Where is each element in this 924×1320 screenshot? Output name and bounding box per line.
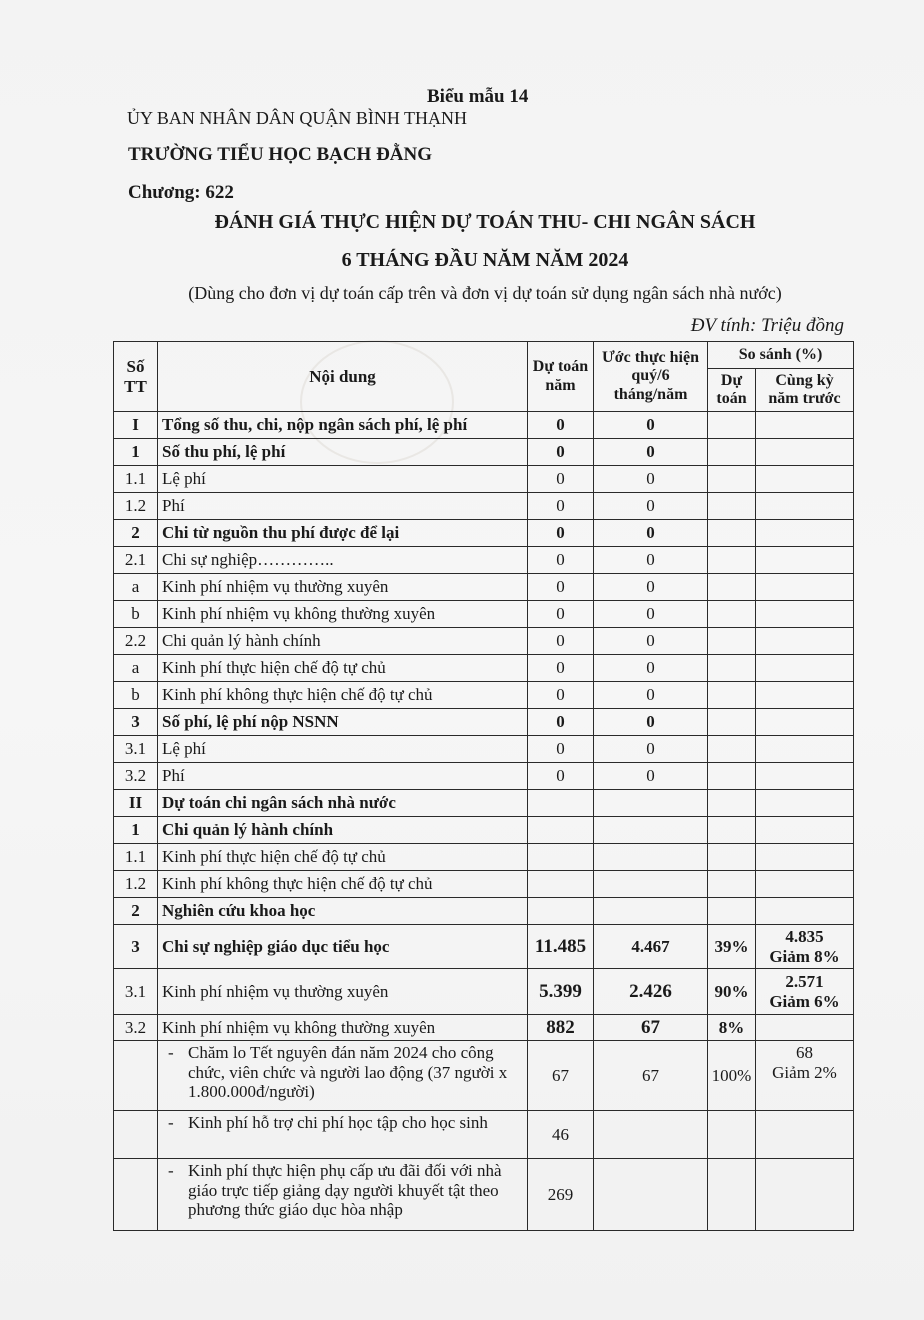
table-row: [114, 547, 854, 574]
row-pct-estimate: 90%: [708, 969, 756, 1015]
row-forecast: [594, 844, 708, 871]
row-estimate: 882: [528, 1015, 594, 1041]
row-stt: [114, 1111, 158, 1159]
row-forecast: 2.426: [594, 969, 708, 1015]
row-estimate: 0: [528, 520, 594, 547]
header-compare-estimate: Dự toán: [708, 369, 756, 412]
row-stt: 3.1: [114, 969, 158, 1015]
table-row: [114, 709, 854, 736]
table-row: [114, 574, 854, 601]
row-forecast: 0: [594, 520, 708, 547]
table-row: [114, 655, 854, 682]
row-pct-estimate: [708, 871, 756, 898]
row-pct-estimate: [708, 1111, 756, 1159]
row-pct-estimate: [708, 1159, 756, 1231]
row-prev-year: [756, 1015, 854, 1041]
row-pct-estimate: [708, 709, 756, 736]
row-content: Tổng số thu, chi, nộp ngân sách phí, lệ phí: [158, 412, 528, 439]
prev-year-change: Giảm 8%: [769, 946, 840, 966]
table-row: [114, 817, 854, 844]
header-compare-prev-year: Cùng kỳ năm trước: [756, 369, 854, 412]
table-row: [114, 682, 854, 709]
row-pct-estimate: [708, 439, 756, 466]
row-pct-estimate: [708, 763, 756, 790]
row-forecast: [594, 871, 708, 898]
table-row: [114, 466, 854, 493]
prev-year-value: 2.571: [785, 971, 824, 991]
bullet-dash: -: [168, 1043, 174, 1062]
row-forecast: 0: [594, 763, 708, 790]
row-content: Nghiên cứu khoa học: [158, 898, 528, 925]
row-pct-estimate: [708, 844, 756, 871]
row-prev-year: [756, 628, 854, 655]
row-content: Chi quản lý hành chính: [158, 628, 528, 655]
row-pct-estimate: [708, 520, 756, 547]
row-prev-year: [756, 844, 854, 871]
row-pct-estimate: [708, 574, 756, 601]
committee-name: ỦY BAN NHÂN DÂN QUẬN BÌNH THẠNH: [127, 108, 467, 128]
bullet-dash: -: [168, 1113, 174, 1132]
prev-year-value: 4.835: [785, 926, 824, 946]
row-prev-year: [756, 763, 854, 790]
row-stt: 3.2: [114, 763, 158, 790]
table-row: [114, 925, 854, 969]
row-content: Lệ phí: [158, 736, 528, 763]
row-content: Chi sự nghiệp giáo dục tiểu học: [158, 925, 528, 969]
row-stt: 1.2: [114, 493, 158, 520]
row-estimate: 46: [528, 1111, 594, 1159]
row-content: Lệ phí: [158, 466, 528, 493]
row-content: [158, 1111, 528, 1159]
row-content: Chi sự nghiệp…………..: [158, 547, 528, 574]
header-compare: So sánh (%): [708, 342, 854, 369]
row-forecast: 0: [594, 736, 708, 763]
table-row: [114, 969, 854, 1015]
row-forecast: 67: [594, 1041, 708, 1111]
row-prev-year: [756, 817, 854, 844]
row-stt: 1.1: [114, 466, 158, 493]
document-title-line-2: 6 THÁNG ĐẦU NĂM NĂM 2024: [341, 249, 629, 271]
row-content: Kinh phí không thực hiện chế độ tự chủ: [158, 871, 528, 898]
row-pct-estimate: 100%: [708, 1041, 756, 1111]
row-estimate: 0: [528, 736, 594, 763]
row-forecast: 4.467: [594, 925, 708, 969]
table-row: [114, 493, 854, 520]
row-content: Kinh phí không thực hiện chế độ tự chủ: [158, 682, 528, 709]
row-content: Kinh phí thực hiện chế độ tự chủ: [158, 844, 528, 871]
row-prev-year: [756, 790, 854, 817]
form-number: Biểu mẫu 14: [427, 86, 529, 107]
row-stt: 3: [114, 709, 158, 736]
row-forecast: 0: [594, 412, 708, 439]
row-forecast: 0: [594, 439, 708, 466]
row-content: Kinh phí nhiệm vụ không thường xuyên: [158, 601, 528, 628]
row-pct-estimate: [708, 736, 756, 763]
row-pct-estimate: [708, 601, 756, 628]
row-stt: 3: [114, 925, 158, 969]
row-forecast: 0: [594, 466, 708, 493]
budget-table: [113, 341, 854, 1231]
row-stt: b: [114, 601, 158, 628]
row-prev-year: [756, 466, 854, 493]
row-pct-estimate: [708, 547, 756, 574]
row-estimate: 269: [528, 1159, 594, 1231]
row-prev-year: [756, 871, 854, 898]
row-prev-year: [756, 898, 854, 925]
row-estimate: 0: [528, 412, 594, 439]
row-pct-estimate: [708, 466, 756, 493]
row-stt: 3.2: [114, 1015, 158, 1041]
row-pct-estimate: [708, 790, 756, 817]
row-forecast: 0: [594, 493, 708, 520]
row-forecast: [594, 817, 708, 844]
document-subtitle: (Dùng cho đơn vị dự toán cấp trên và đơn vị dự toán sử dụng ngân sách nhà nước): [188, 283, 782, 303]
row-estimate: 5.399: [528, 969, 594, 1015]
row-prev-year: [756, 547, 854, 574]
row-forecast: 0: [594, 628, 708, 655]
table-row: [114, 1041, 854, 1111]
row-prev-year: [756, 709, 854, 736]
row-content: Số phí, lệ phí nộp NSNN: [158, 709, 528, 736]
header-estimate: Dự toán năm: [528, 342, 594, 412]
row-pct-estimate: [708, 655, 756, 682]
row-prev-year: [756, 520, 854, 547]
table-row: [114, 1111, 854, 1159]
row-estimate: [528, 871, 594, 898]
table-row: [114, 1015, 854, 1041]
table-row: [114, 871, 854, 898]
row-forecast: [594, 790, 708, 817]
row-pct-estimate: [708, 412, 756, 439]
row-stt: [114, 1041, 158, 1111]
row-content: Dự toán chi ngân sách nhà nước: [158, 790, 528, 817]
row-stt: a: [114, 574, 158, 601]
row-content: Kinh phí nhiệm vụ không thường xuyên: [158, 1015, 528, 1041]
table-row: [114, 520, 854, 547]
row-stt: II: [114, 790, 158, 817]
school-name: TRƯỜNG TIỂU HỌC BẠCH ĐẰNG: [128, 144, 433, 165]
row-estimate: 11.485: [528, 925, 594, 969]
row-prev-year: [756, 736, 854, 763]
row-stt: 2: [114, 520, 158, 547]
row-stt: 2.1: [114, 547, 158, 574]
document-title-line-1: ĐÁNH GIÁ THỰC HIỆN DỰ TOÁN THU- CHI NGÂN SÁCH: [214, 211, 756, 233]
row-estimate: [528, 817, 594, 844]
row-forecast: 67: [594, 1015, 708, 1041]
row-pct-estimate: [708, 898, 756, 925]
row-forecast: 0: [594, 574, 708, 601]
row-prev-year: [756, 1041, 854, 1111]
row-estimate: 0: [528, 655, 594, 682]
table-row: [114, 628, 854, 655]
row-prev-year: [756, 969, 854, 1015]
row-prev-year: [756, 601, 854, 628]
row-prev-year: [756, 925, 854, 969]
table-row: [114, 439, 854, 466]
row-prev-year: [756, 412, 854, 439]
row-stt: 3.1: [114, 736, 158, 763]
row-pct-estimate: [708, 817, 756, 844]
row-pct-estimate: 39%: [708, 925, 756, 969]
row-prev-year: [756, 1159, 854, 1231]
row-content: Kinh phí thực hiện chế độ tự chủ: [158, 655, 528, 682]
table-row: [114, 790, 854, 817]
row-stt: a: [114, 655, 158, 682]
row-estimate: 0: [528, 601, 594, 628]
row-estimate: [528, 844, 594, 871]
row-pct-estimate: [708, 682, 756, 709]
row-prev-year: [756, 682, 854, 709]
row-stt: b: [114, 682, 158, 709]
row-forecast: 0: [594, 682, 708, 709]
row-estimate: 0: [528, 547, 594, 574]
row-content: [158, 1041, 528, 1111]
row-forecast: [594, 1159, 708, 1231]
row-stt: I: [114, 412, 158, 439]
row-content-text: Kinh phí hỗ trợ chi phí học tập cho học sinh: [188, 1113, 488, 1132]
row-content: Phí: [158, 763, 528, 790]
row-estimate: 0: [528, 439, 594, 466]
row-forecast: 0: [594, 547, 708, 574]
header-content: Nội dung: [158, 342, 528, 412]
chapter-code: Chương: 622: [128, 182, 234, 203]
row-estimate: 0: [528, 493, 594, 520]
row-forecast: [594, 1111, 708, 1159]
row-pct-estimate: [708, 628, 756, 655]
table-row: [114, 1159, 854, 1231]
unit-label: ĐV tính: Triệu đồng: [690, 315, 844, 336]
table-row: [114, 898, 854, 925]
row-content: Chi quản lý hành chính: [158, 817, 528, 844]
row-stt: [114, 1159, 158, 1231]
row-content-text: Chăm lo Tết nguyên đán năm 2024 cho công chức, viên chức và người lao động (37 người x 1.800.000đ/người): [188, 1043, 508, 1102]
row-forecast: [594, 898, 708, 925]
row-estimate: 0: [528, 709, 594, 736]
header-stt: Số TT: [114, 342, 158, 412]
table-row: [114, 412, 854, 439]
row-content: [158, 1159, 528, 1231]
row-stt: 1.1: [114, 844, 158, 871]
row-pct-estimate: [708, 493, 756, 520]
row-estimate: 0: [528, 574, 594, 601]
row-content: Kinh phí nhiệm vụ thường xuyên: [158, 574, 528, 601]
row-estimate: 67: [528, 1041, 594, 1111]
table-row: [114, 736, 854, 763]
row-estimate: 0: [528, 763, 594, 790]
row-forecast: 0: [594, 709, 708, 736]
table-row: [114, 844, 854, 871]
row-prev-year: [756, 1111, 854, 1159]
prev-year-value: 68: [796, 1043, 813, 1062]
row-stt: 2: [114, 898, 158, 925]
row-prev-year: [756, 493, 854, 520]
table-body: [114, 412, 854, 1231]
row-prev-year: [756, 574, 854, 601]
header-forecast: Ước thực hiện quý/6 tháng/năm: [594, 342, 708, 412]
row-forecast: 0: [594, 601, 708, 628]
row-pct-estimate: 8%: [708, 1015, 756, 1041]
row-estimate: 0: [528, 628, 594, 655]
row-prev-year: [756, 439, 854, 466]
row-stt: 1.2: [114, 871, 158, 898]
row-estimate: 0: [528, 466, 594, 493]
row-estimate: [528, 790, 594, 817]
table-row: [114, 763, 854, 790]
bullet-dash: -: [168, 1161, 174, 1180]
row-content: Chi từ nguồn thu phí được để lại: [158, 520, 528, 547]
row-forecast: 0: [594, 655, 708, 682]
row-stt: 1: [114, 439, 158, 466]
prev-year-change: Giảm 2%: [772, 1062, 837, 1082]
row-stt: 1: [114, 817, 158, 844]
row-content: Số thu phí, lệ phí: [158, 439, 528, 466]
prev-year-change: Giảm 6%: [769, 991, 840, 1011]
row-content: Kinh phí nhiệm vụ thường xuyên: [158, 969, 528, 1015]
table-row: [114, 601, 854, 628]
row-prev-year: [756, 655, 854, 682]
row-estimate: 0: [528, 682, 594, 709]
row-estimate: [528, 898, 594, 925]
row-content: Phí: [158, 493, 528, 520]
row-content-text: Kinh phí thực hiện phụ cấp ưu đãi đối với nhà giáo trực tiếp giảng dạy người khuyết tật theo phương thức giáo dục hòa nhập: [188, 1161, 502, 1220]
row-stt: 2.2: [114, 628, 158, 655]
